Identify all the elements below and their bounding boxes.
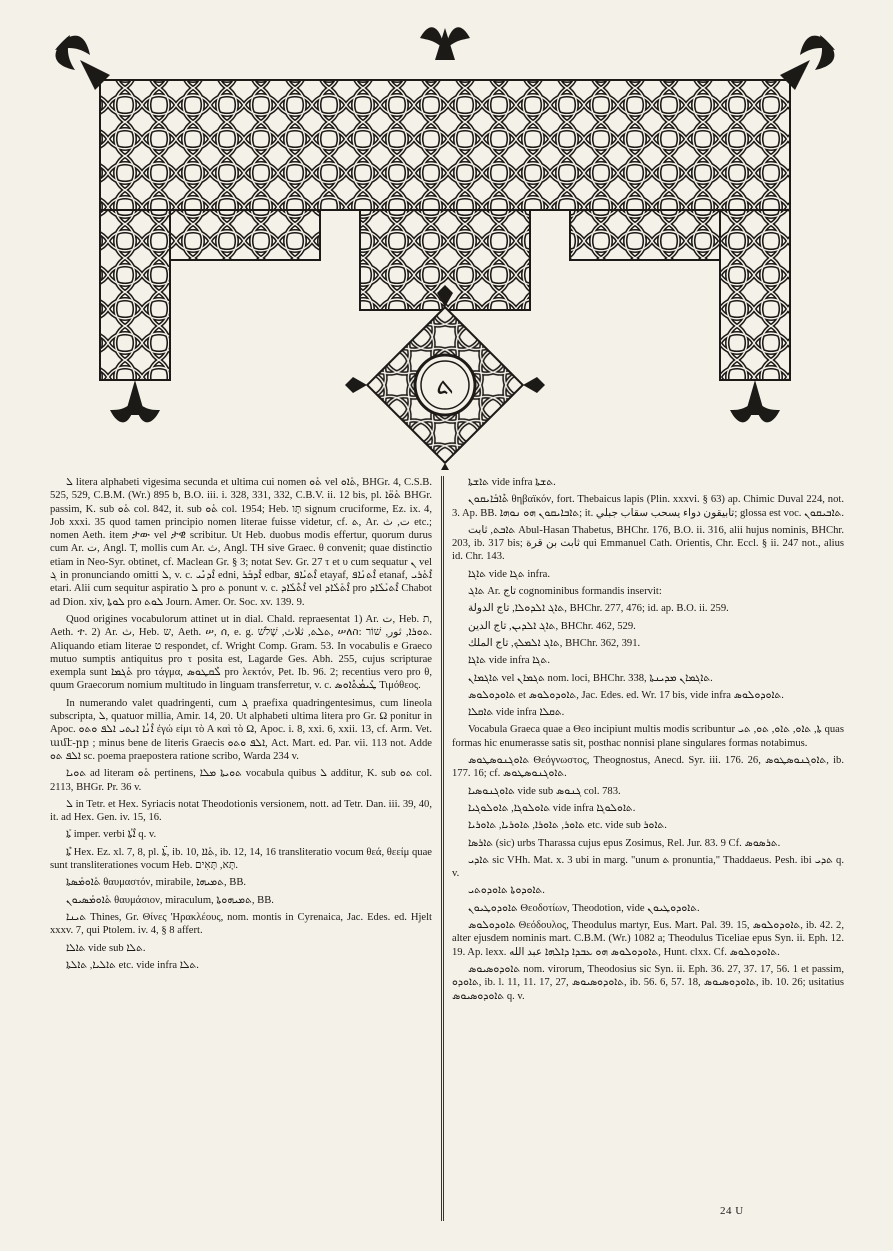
entry-tauya: ܬܘܝܐ ad literam ܬܰܘ pertinens, ܬܘܝܬܐ ܡܠܐ vocabula quibus ܠ additur, K. sub ܬܘ col. 2113, BHGr. Pr. 36 v. [50, 768, 433, 793]
column-divider [441, 476, 444, 1221]
entry-right-2: ܬܐܒܬ, ثابت Abul-Hasan Thabetus, BHChr. 176, B.O. ii. 316, alii hujus nominis, BHChr. 203, ib. 317 bis; ثابت بن قرة qui Emmanuel Cath. Orientis, Chr. Eccl. § ii. 247 not., alius id. Chr. 143. [452, 524, 845, 563]
entry-right-14: ܬܐܘܓܢܘܣܝܐ vide sub ܓܢܘܣ col. 783. [468, 785, 621, 797]
entry-right-6: ܬܐܓ ܐܠܕܝܢ, تاج الدين, BHChr. 462, 529. [468, 620, 636, 632]
entry-right-9: ܬܐܓܡܐܢ vel ܬܓܡܐܢ nom. loci, BHChr. 338, ܬܐܓܡܐܢ ܡܕܝܢܬܐ. [468, 672, 713, 684]
entry-right-0: ܬܐܫܬܐ vide infra ܬܫܬܐ. [468, 477, 556, 488]
signature-mark: 24 U [720, 1205, 744, 1217]
entry-talya-ref: ܬܐܠܝܐ, ܬܐܠܬܐ etc. vide infra ܬܠܐ. [66, 959, 199, 971]
entry-right-22: ܬܐܘܕܘܣܝܘܣ nom. virorum, Theodosius sic Syn. ii. Eph. 36. 27, 37. 17, 56. 1 et passim, ܬܐܘܕܘ, ib. l. 11, 11. 17, 27, ܬܐܘܕܘܣܝܘܣ, ib. 56. 6, 57. 18, ܬܐܘܕܘܣܝܘܣ, ib. 10. 26; usitatius ܬܐܘܕܘܣܝܘܣ q. v. [452, 963, 844, 1002]
entry-right-15: ܬܐܘܠܘܓܐ, ܬܐܘܠܘܓܝܐ vide infra ܬܐܘܠܘܓܐ. [468, 802, 636, 814]
entry-right-1: ܬܶܐܒܰܐܝܩܘܢ θηβαϊκόν, fort. Thebaicus lapis (Plin. xxxvi. § 63) ap. Chimic Duval 224, not. 3. Ap. BB. ܬܐܒܐܝܩܘܢ ܗܘ ܢܘܗܐ; it. تابيقون دواء يسحب سقاب جبلي; glossa est voc. ܬܐܒܝܩܘܢ. [452, 494, 845, 519]
entry-right-4: ܬܐܓ Ar. تاج cognominibus formandis inservit: [468, 586, 662, 598]
entry-right-13: ܬܐܘܓܢܘܣܛܘܣ Θεόγνωστος, Theognostus, Anecd. Syr. iii. 176. 26, ܬܐܘܓܢܘܣܛܘܣ, ib. 177. 16; cf. ܬܐܘܓܢܘܣܛܘܣ. [452, 755, 844, 780]
entry-ta-imper: ܬܰܐ imper. verbi ܐܶܬܳܐ q. v. [66, 829, 157, 841]
entry-right-5: ܬܐܓ ܐܠܕܘܠܐ, تاج الدولة, BHChr. 277, 476; id. ap. B.O. ii. 259. [468, 603, 729, 615]
knotwork-headpiece-icon [40, 20, 850, 470]
entry-thines: ܬܝܢܐ Thines, Gr. Θίνες 'Ηρακλέους, nom. montis in Cyrenaica, Jac. Edes. ed. Hjelt xxxv. 7, qui Ptolem. iv. 4, § 8 affert. [50, 911, 432, 937]
entry-numbering: In numerando valet quadringenti, cum ܓ praefixa quadringentesimus, cum lineola subscripta, ܠ, quatuor millia, Amir. 14, 20. Ut alphabeti ultima litera pro Gr. Ω ponitur in Apoc. ܐܶܢܳܐ ܐܝܬܝ ܐܠܦ ܘܬܘ ἐγώ εἰμι τὸ Α καὶ τὸ Ω, Apoc. i. 8, xxi. 6, xxii. 13, cf. Arm. Vet. ամէ-րբ ; minus bene de literis Graecis ܐܠܦ ܘܬܘ, Act. Mart. ed. Par. vii. 113 not. Adde ܐܠܦ ܬܘ sc. poema praepostera ratione scribo, Warda 234 v. [50, 697, 432, 762]
entry-thaumasion: ܬܰܐܘܡܰܣܝܘܢ θαυμάσιον, miraculum, ܬܡܝܗܘܬܐ, BB. [66, 894, 274, 906]
left-column [50, 476, 432, 976]
entry-origins: Quod origines vocabulorum attinet ut in dial. Chald. repraesentat 1) Ar. ت, Heb. ת, Aeth. ተ. 2) Ar. ث, Heb. ש, Aeth. ሠ, ሰ, e. g. ܬܠܬ, ثلاث, שָׁלֹשׁ, ሠለስ: ܬܘܪܐ, ثور, שׁוֹר. Aliquando etiam literae ט respondet, cf. Wright Comp. Gram. 53. In vocabulis e Graeco mutuo sumptis antiquitus pro τ posita est, Lagarde Ges. Abh. 255, cujus scripturae exempla sunt ܬܰܓܡܐ pro τάγμα, ܠܶܩܛܘܣ pro λεκτόν, Pet. Ib. 96. 2; recentius vero pro θ, quum Graecorum nomium multitudo in linguam transferretur, v. c. ܛܺܝܡܳܬܶܐܘܣ Τιμόθεος. [50, 613, 433, 692]
entry-right-21: ܬܐܘܕܘܠܘܣ Θεόδουλος, Theodulus martyr, Eus. Mart. Pal. 39. 15, ܬܐܘܕܘܠܘܣ, ib. 42. 2, alter ejusdem nominis mart. C.B.M. (Wr.) 1082 a; Theodulus Ticeliae epus Syn. ii. Eph. 12. 19. Ap. lexx. ܬܐܘܕܘܠܘܣ ܗܘ ܥܒܕܐ ܕܐܠܗܐ عبد الله, Hunt. clxx. Cf. ܬܐܘܕܘܠܘܣ. [452, 920, 844, 958]
entry-theodotion-siglum: ܠ in Tetr. et Hex. Syriacis notat Theodotionis versionem, nott. ad Tetr. Dan. iii. 39, 40, it. ad Hex. Gen. iv. 15, 16. [50, 798, 432, 824]
entry-right-17: ܬܐܪܣܐ (sic) urbs Tharassa cujus epus Zosimus, Rel. Jur. 83. 9 Cf. ܬܪܣܘܣ. [468, 837, 781, 849]
entry-tala-ref: ܬܐܠܐ vide sub ܬܠܐ. [66, 942, 146, 954]
entry-right-8: ܬܐܓܐ vide infra ܬܓܐ. [468, 655, 550, 667]
entry-letter-tau: ܠ litera alphabeti vigesima secunda et ultima cui nomen ܬܰܘ vel ܬܰܐܘ, BHGr. 4, C.S.B. 525, 529, C.B.M. (Wr.) 895 b, B.O. iii. i. 328, 331, 332, C.B.V. ii. 12 bis, pl. ܬܰܘ̈ܐ BHGr. passim, K. sub ܬܰܘ col. 842, it. sub ܬܰܘ col. 1954; Heb. תָּו signum cruciforme, Ez. ix. 4, Job xxxi. 35 quod tamen principio nomen literae fuisse videtur, cf. ܬ, Ar. ت, ث etc.; nomen Aeth. item ታው vel ታዊ scribitur. Ut Heb. duobus modis effertur, quorum durus cum Ar. ت, Angl. T, mollis cum Ar. ث, Angl. TH sive Graec. θ convenit; quae distinctio etiam in Neo-Syr. obtinet, cf. Maclean Gr. § 3; notat Sev. Gr. 27 τ et υ cum sequatur ܢ vel ܓ in pronunciando omitti ܠ, v. c. ܐܶܕܢܺܝ edni, ܐܶܕܒܰܪ edbar, ܐܶܬܝܰܐܦ etayaf, ܐܶܬܢܰܐܦ etanaf, ܐܶܬܰܪܝ etari. Alii cum sequitur aspiratio ܠ pro ܬ ponunt v. c. ܐܶܬܶܠܰܐܕ vel ܐܶܬܰܠܰܐܕ pro ܐܶܬܝܰܠܰܐܕ Chabot ad Dion. xiv, ܠܘܬܐ pro ܠܘܬ Journ. Amer. Or. Soc. xv. 139. 9. [50, 477, 433, 608]
right-column [452, 476, 844, 1007]
entry-right-10: ܬܐܘܕܘܠܘܣ et ܬܐܘܕܘܠܘܣ, Jac. Edes. ed. Wr. 17 bis, vide infra ܬܐܘܕܘܠܘܣ. [468, 689, 784, 701]
entry-right-7: ܬܐܓ ܐܠܡܠܟ, تاج الملك, BHChr. 362, 391. [468, 637, 641, 649]
ornament-center-letter: ܬ [436, 368, 454, 401]
entry-right-19: ܬܐܘܕܘܬܐ ܬܐܘܕܘܬܝ. [468, 885, 545, 897]
entry-thaumaston: ܬܰܐܘܡܰܣܬܐ θαυμαστόν, mirabile, ܬܡܝܗܐ, BB. [66, 877, 247, 889]
entry-right-11: ܬܐܩܠܐ vide infra ܬܩܠܐ. [468, 707, 565, 719]
entry-right-18: ܬܐܕܝ sic VHh. Mat. x. 3 ubi in marg. "unum ܬ pronuntia," Thaddaeus. Pesh. ibi ܬܕܝ q. v. [452, 854, 845, 880]
entry-right-20: ܬܐܘܕܘܛܝܘܢ Θεοδοτίων, Theodotion, vide ܬܐܘܕܘܛܝܘܢ. [468, 902, 700, 914]
entry-right-12: Vocabula Graeca quae a Θεο incipiunt multis modis scribuntur ܬܐ, ܬܐܘ, ܬܐܘ, ܬܘ, ܬܝ quas formas hic enumerasse satis sit, posthac nonnisi plane singulares formas notabimus. [452, 724, 844, 749]
entry-right-16: ܬܐܘܪ, ܬܐܘܪܐ, ܬܐܘܪܝܐ, ܬܐܘܪܝܐ etc. vide sub ܬܐܘܪ. [468, 820, 667, 832]
entry-right-3: ܬܐܓܐ vide ܬܓܐ infra. [468, 568, 550, 580]
entry-te-hex: ܬܶܐ Hex. Ez. xl. 7, 8, pl. ܬܐ̈, ib. 10, ܬܰܐܐ, ib. 12, 14, 16 transliteratio vocum θεά, θεείμ quae sunt transliterationes vocum Heb. תָּא, תָּאִים. [50, 846, 432, 872]
